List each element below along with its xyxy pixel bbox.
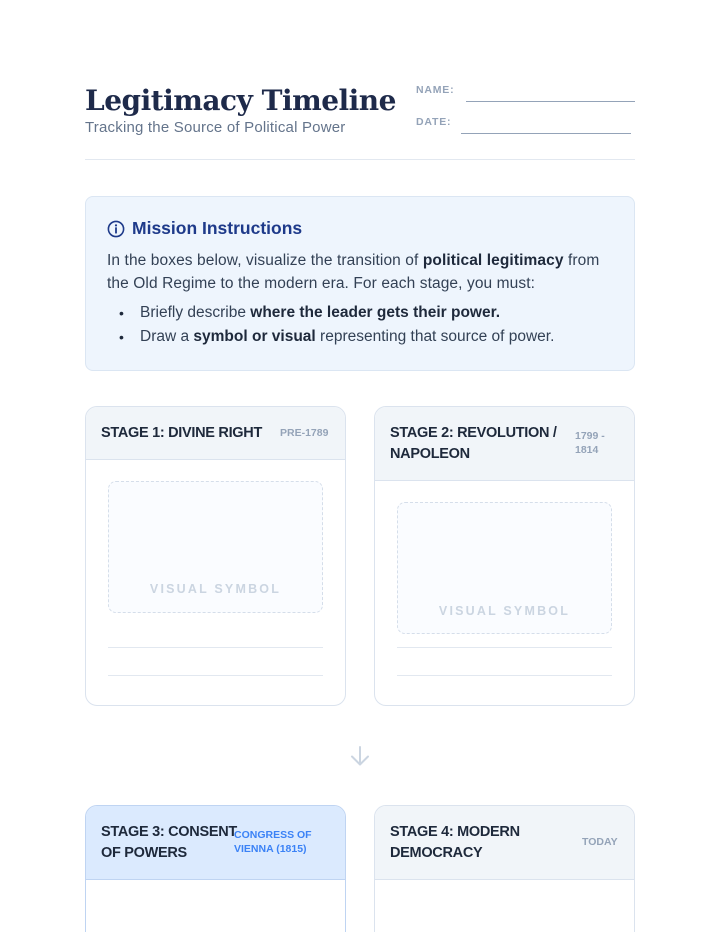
answer-line[interactable] bbox=[108, 647, 323, 648]
date-write-line[interactable] bbox=[461, 133, 631, 134]
list-item bbox=[107, 325, 613, 349]
stage-title: STAGE 1: DIVINE RIGHT bbox=[101, 425, 263, 441]
name-field-row bbox=[416, 84, 454, 96]
stage-title: STAGE 4: MODERN DEMOCRACY bbox=[390, 824, 520, 861]
stage-header bbox=[86, 806, 345, 880]
stage-era-badge: TODAY bbox=[582, 836, 618, 848]
stage-card-divine-right bbox=[85, 406, 346, 706]
intro-text-end: from the Old Regime to the modern era. For each stage, you must: bbox=[107, 252, 600, 292]
bullet-dot: • bbox=[119, 305, 124, 321]
stage-card-consent-of-powers bbox=[85, 805, 346, 932]
stage-header bbox=[375, 407, 634, 481]
stage-header bbox=[375, 806, 634, 880]
visual-symbol-drop-area[interactable] bbox=[108, 481, 323, 613]
answer-line[interactable] bbox=[108, 675, 323, 676]
answer-line[interactable] bbox=[397, 675, 612, 676]
mission-instructions-box bbox=[85, 196, 635, 371]
instructions-list bbox=[107, 301, 613, 349]
date-field-row bbox=[416, 116, 451, 128]
answer-line[interactable] bbox=[397, 647, 612, 648]
stage-card-modern-democracy bbox=[374, 805, 635, 932]
name-label: NAME: bbox=[416, 84, 455, 96]
stage-title: STAGE 3: CONSENT OF POWERS bbox=[101, 824, 237, 861]
worksheet-header bbox=[85, 84, 635, 160]
list-item bbox=[107, 301, 613, 325]
instructions-intro bbox=[107, 249, 613, 295]
stage-card-revolution-napoleon bbox=[374, 406, 635, 706]
stage-era-badge: PRE-1789 bbox=[280, 427, 329, 439]
date-label: DATE: bbox=[416, 116, 452, 128]
intro-text-bold: political legitimacy bbox=[422, 252, 564, 269]
stage-title: STAGE 2: REVOLUTION / NAPOLEON bbox=[390, 425, 557, 462]
bullet-text: Briefly describe where the leader gets their power. bbox=[140, 304, 501, 321]
stage-era-badge: CONGRESS OF VIENNA (1815) bbox=[234, 829, 312, 855]
arrow-down-icon bbox=[348, 744, 372, 768]
visual-symbol-label: VISUAL SYMBOL bbox=[438, 604, 571, 618]
name-write-line[interactable] bbox=[466, 101, 635, 102]
stage-header bbox=[86, 407, 345, 460]
stage-era-badge: 1799 - 1814 bbox=[575, 430, 605, 456]
bullet-dot: • bbox=[119, 329, 124, 345]
page-title: Legitimacy Timeline bbox=[85, 84, 396, 117]
visual-symbol-label: VISUAL SYMBOL bbox=[149, 582, 282, 596]
instructions-title: Mission Instructions bbox=[132, 218, 303, 238]
info-circle-icon bbox=[107, 220, 125, 238]
intro-text-start: In the boxes below, visualize the transition of bbox=[107, 252, 423, 269]
visual-symbol-drop-area[interactable] bbox=[397, 502, 612, 634]
header-divider bbox=[85, 159, 635, 160]
bullet-text: Draw a symbol or visual representing that source of power. bbox=[140, 328, 555, 345]
page-subtitle: Tracking the Source of Political Power bbox=[85, 119, 346, 136]
instructions-heading bbox=[107, 218, 613, 239]
